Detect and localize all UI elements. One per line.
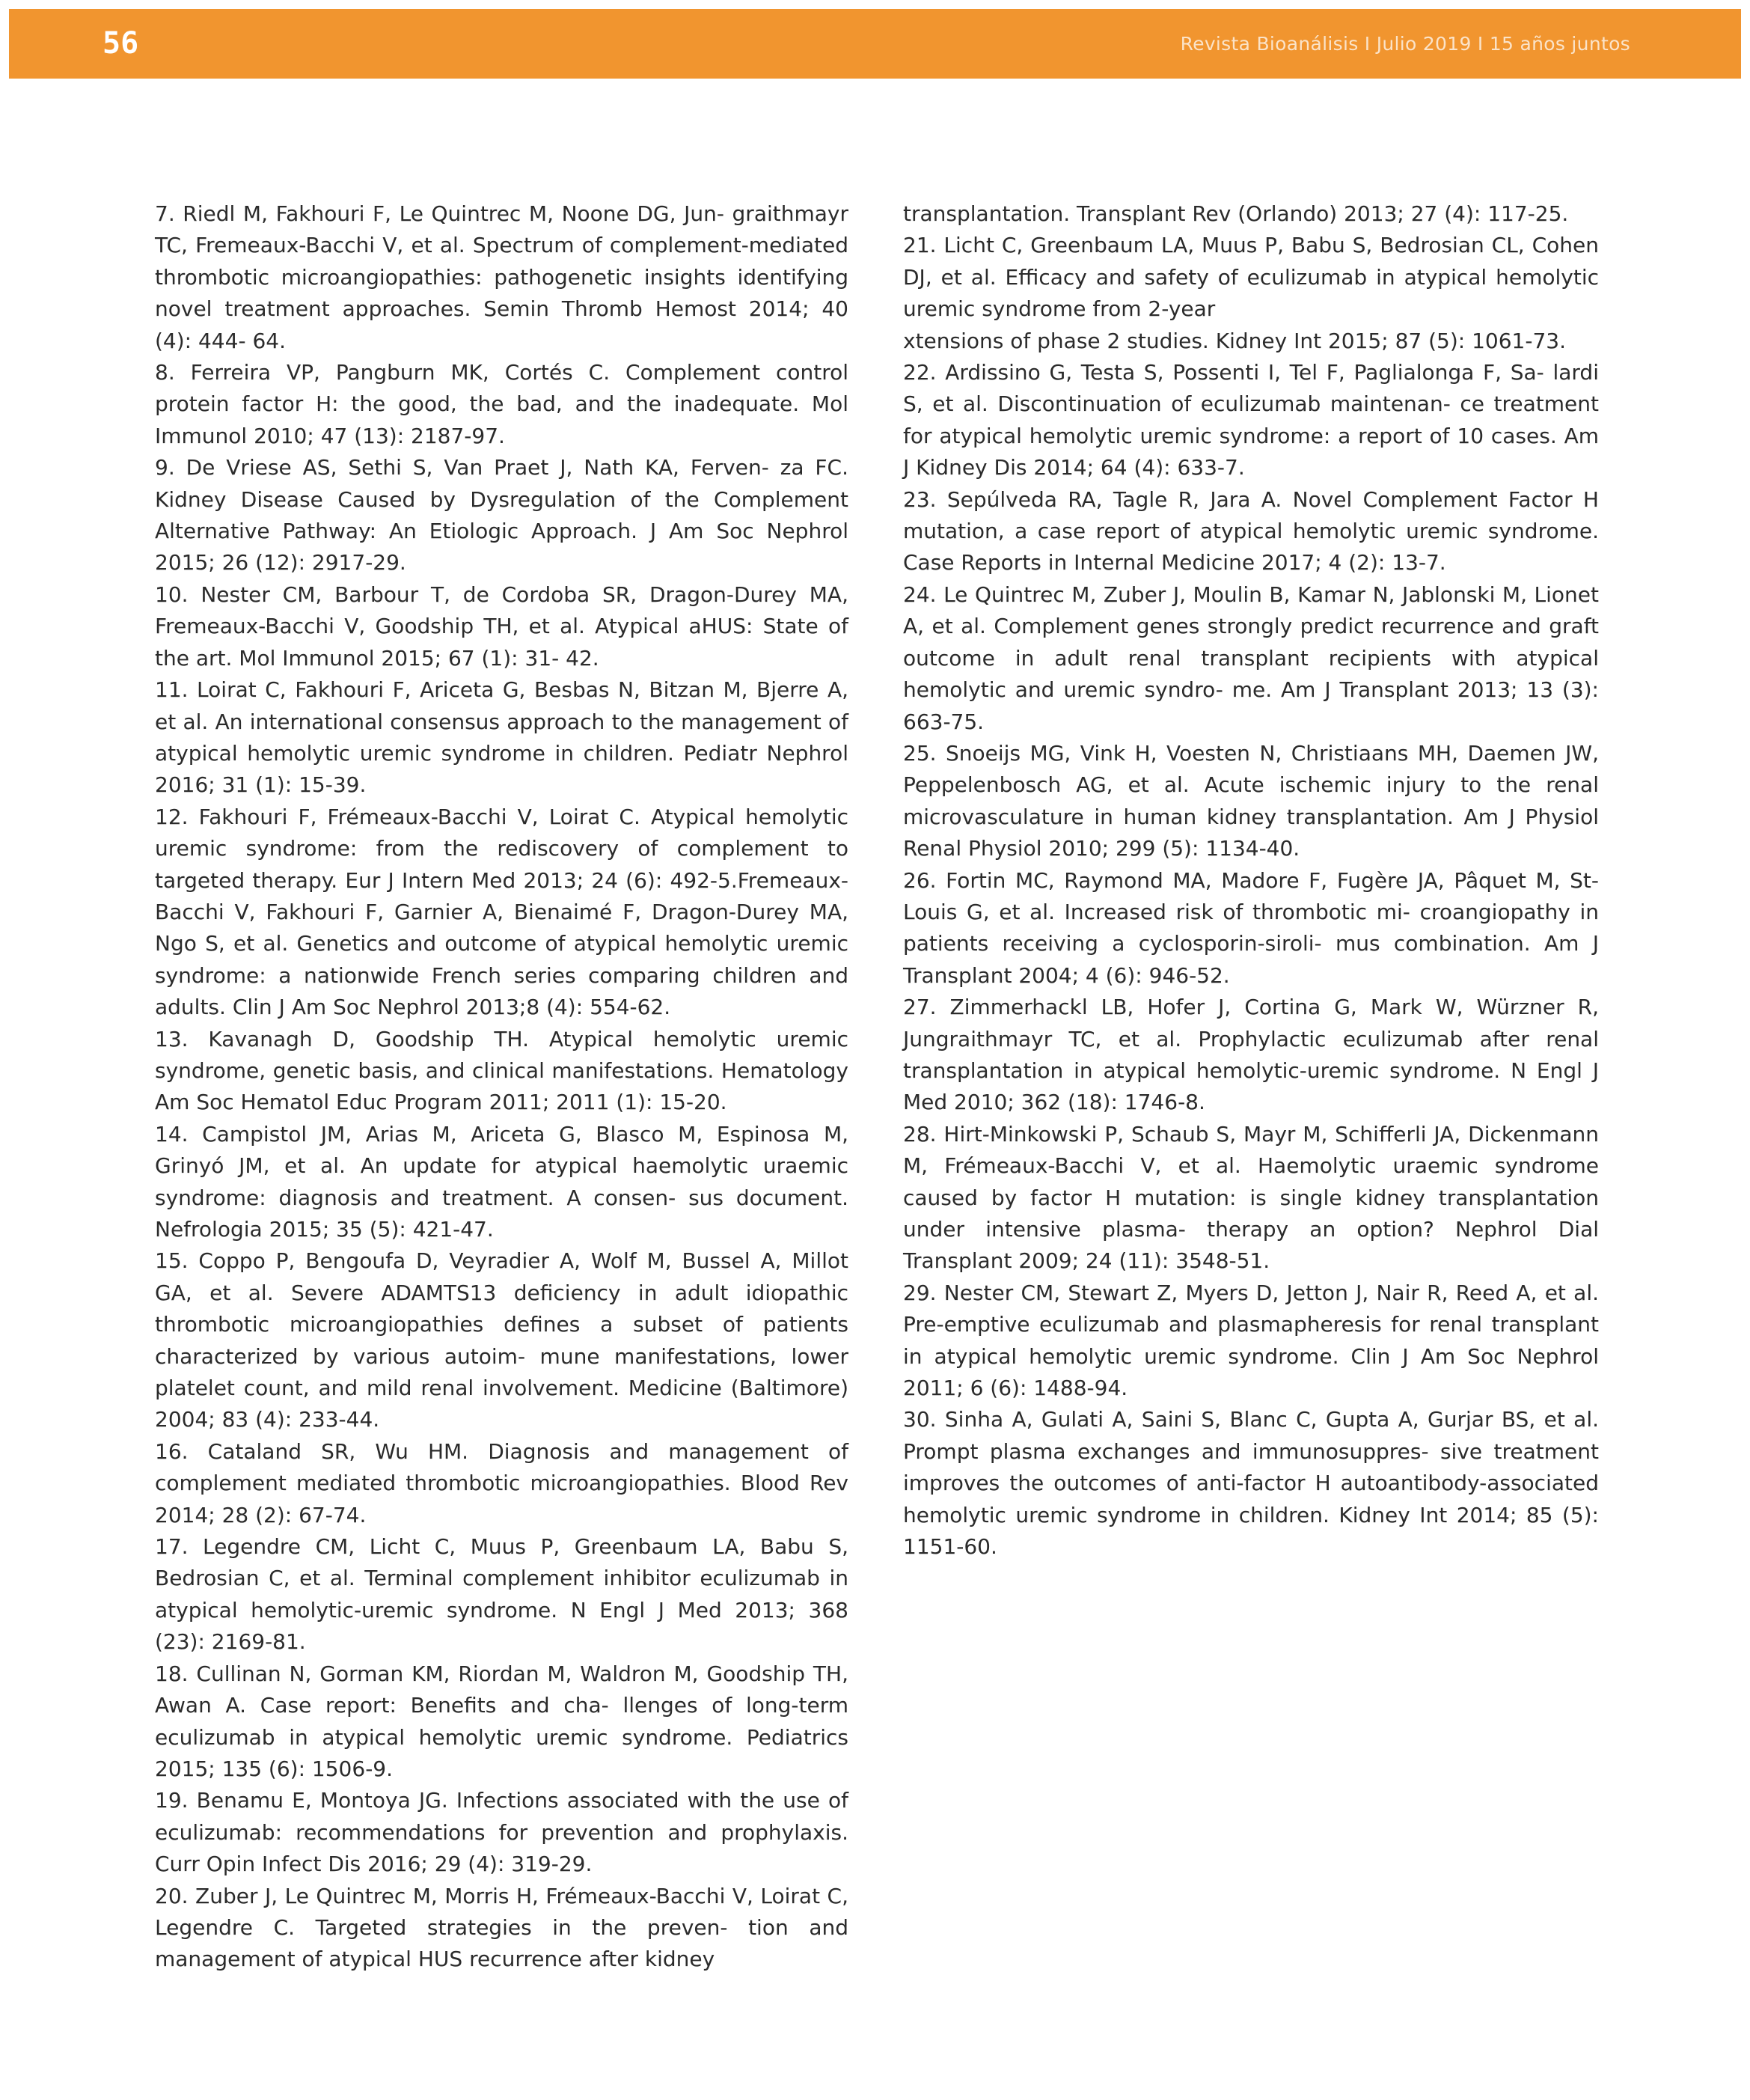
reference-item: 25. Snoeijs MG, Vink H, Voesten N, Christiaans MH, Daemen JW, Peppelenbosch AG, et al. Acute ischemic injury to the renal microvasculature in human kidney transplantation. Am J Physiol Renal Physiol 2010; 299 (5): 1134-40.: [903, 740, 1599, 861]
reference-item: 12. Fakhouri F, Frémeaux-Bacchi V, Loirat C. Atypical hemolytic uremic syndrome: from the rediscovery of complement to targeted therapy. Eur J Intern Med 2013; 24 (6): 492-5.Fremeaux-Bacchi V, Fakhouri F, Garnier A, Bienaimé F, Dragon-Durey MA, Ngo S, et al. Genetics and outcome of atypical hemolytic uremic syndrome: a nationwide French series comparing children and adults. Clin J Am Soc Nephrol 2013;8 (4): 554-62.: [155, 804, 848, 1020]
reference-item: 18. Cullinan N, Gorman KM, Riordan M, Waldron M, Goodship TH, Awan A. Case report: Benefits and cha- llenges of long-term eculizumab in atypical hemolytic uremic syndrome. Pediatrics 2015; 135 (6): 1506-9.: [155, 1661, 848, 1781]
reference-item: xtensions of phase 2 studies. Kidney Int 2015; 87 (5): 1061-73.: [903, 328, 1566, 353]
reference-item: 16. Cataland SR, Wu HM. Diagnosis and management of complement mediated thrombotic microangiopathies. Blood Rev 2014; 28 (2): 67-74.: [155, 1438, 848, 1527]
reference-item: transplantation. Transplant Rev (Orlando) 2013; 27 (4): 117-25.: [903, 201, 1569, 226]
reference-item: 10. Nester CM, Barbour T, de Cordoba SR, Dragon-Durey MA, Fremeaux-Bacchi V, Goodship TH, et al. Atypical aHUS: State of the art. Mol Immunol 2015; 67 (1): 31- 42.: [155, 582, 848, 671]
reference-item: 21. Licht C, Greenbaum LA, Muus P, Babu S, Bedrosian CL, Cohen DJ, et al. Efficacy and safety of eculizumab in atypical hemolytic uremic syndrome from 2-year: [903, 233, 1599, 322]
reference-item: 14. Campistol JM, Arias M, Ariceta G, Blasco M, Espinosa M, Grinyó JM, et al. An update for atypical haemolytic uraemic syndrome: diagnosis and treatment. A consen- sus document. Nefrologia 2015; 35 (5): 421-47.: [155, 1121, 848, 1242]
reference-item: 11. Loirat C, Fakhouri F, Ariceta G, Besbas N, Bitzan M, Bjerre A, et al. An international consensus approach to the management of atypical hemolytic uremic syndrome in children. Pediatr Nephrol 2016; 31 (1): 15-39.: [155, 677, 848, 798]
references-right-column: [903, 198, 1599, 1563]
reference-item: 23. Sepúlveda RA, Tagle R, Jara A. Novel Complement Factor H mutation, a case report of atypical hemolytic uremic syndrome. Case Reports in Internal Medicine 2017; 4 (2): 13-7.: [903, 486, 1599, 576]
reference-item: 29. Nester CM, Stewart Z, Myers D, Jetton J, Nair R, Reed A, et al. Pre-emptive eculizumab and plasmapheresis for renal transplant in atypical hemolytic uremic syndrome. Clin J Am Soc Nephrol 2011; 6 (6): 1488-94.: [903, 1280, 1599, 1401]
page-number: 56: [103, 26, 139, 61]
reference-item: 22. Ardissino G, Testa S, Possenti I, Tel F, Paglialonga F, Sa- lardi S, et al. Discontinuation of eculizumab maintenan- ce treatment for atypical hemolytic uremic syndrome: a report of 10 cases. Am J Kidney Dis 2014; 64 (4): 633-7.: [903, 360, 1599, 480]
reference-item: 13. Kavanagh D, Goodship TH. Atypical hemolytic uremic syndrome, genetic basis, and clinical manifestations. Hematology Am Soc Hematol Educ Program 2011; 2011 (1): 15-20.: [155, 1026, 848, 1115]
reference-item: 20. Zuber J, Le Quintrec M, Morris H, Frémeaux-Bacchi V, Loirat C, Legendre C. Targeted strategies in the preven- tion and management of atypical HUS recurrence after kidney: [155, 1883, 848, 1972]
references-left-column: [155, 198, 848, 1976]
reference-item: 27. Zimmerhackl LB, Hofer J, Cortina G, Mark W, Würzner R, Jungraithmayr TC, et al. Prophylactic eculizumab after renal transplantation in atypical hemolytic-uremic syndrome. N Engl J Med 2010; 362 (18): 1746-8.: [903, 995, 1599, 1115]
reference-item: 26. Fortin MC, Raymond MA, Madore F, Fugère JA, Pâquet M, St-Louis G, et al. Increased risk of thrombotic mi- croangiopathy in patients receiving a cyclosporin-siroli- mus combination. Am J Transplant 2004; 4 (6): 946-52.: [903, 867, 1599, 988]
reference-item: 15. Coppo P, Bengoufa D, Veyradier A, Wolf M, Bussel A, Millot GA, et al. Severe ADAMTS13 deficiency in adult idiopathic thrombotic microangiopathies defines a subset of patients characterized by various autoim- mune manifestations, lower platelet count, and mild renal involvement. Medicine (Baltimore) 2004; 83 (4): 233-44.: [155, 1248, 848, 1432]
reference-item: 7. Riedl M, Fakhouri F, Le Quintrec M, Noone DG, Jun- graithmayr TC, Fremeaux-Bacchi V, et al. Spectrum of complement-mediated thrombotic microangiopathies: pathogenetic insights identifying novel treatment approaches. Semin Thromb Hemost 2014; 40 (4): 444- 64.: [155, 201, 848, 353]
reference-item: 24. Le Quintrec M, Zuber J, Moulin B, Kamar N, Jablonski M, Lionet A, et al. Complement genes strongly predict recurrence and graft outcome in adult renal transplant recipients with atypical hemolytic and uremic syndro- me. Am J Transplant 2013; 13 (3): 663-75.: [903, 582, 1599, 734]
page-header-bar: [9, 9, 1741, 79]
reference-item: 8. Ferreira VP, Pangburn MK, Cortés C. Complement control protein factor H: the good, the bad, and the inadequate. Mol Immunol 2010; 47 (13): 2187-97.: [155, 360, 848, 448]
reference-item: 9. De Vriese AS, Sethi S, Van Praet J, Nath KA, Ferven- za FC. Kidney Disease Caused by Dysregulation of the Complement Alternative Pathway: An Etiologic Approach. J Am Soc Nephrol 2015; 26 (12): 2917-29.: [155, 455, 848, 576]
running-head: Revista Bioanálisis I Julio 2019 I 15 años juntos: [1180, 33, 1630, 55]
reference-item: 30. Sinha A, Gulati A, Saini S, Blanc C, Gupta A, Gurjar BS, et al. Prompt plasma exchanges and immunosuppres- sive treatment improves the outcomes of anti-factor H autoantibody-associated hemolytic uremic syndrome in children. Kidney Int 2014; 85 (5): 1151-60.: [903, 1407, 1599, 1560]
reference-item: 28. Hirt-Minkowski P, Schaub S, Mayr M, Schifferli JA, Dickenmann M, Frémeaux-Bacchi V, et al. Haemolytic uraemic syndrome caused by factor H mutation: is single kidney transplantation under intensive plasma- therapy an option? Nephrol Dial Transplant 2009; 24 (11): 3548-51.: [903, 1121, 1599, 1274]
reference-item: 17. Legendre CM, Licht C, Muus P, Greenbaum LA, Babu S, Bedrosian C, et al. Terminal complement inhibitor eculizumab in atypical hemolytic-uremic syndrome. N Engl J Med 2013; 368 (23): 2169-81.: [155, 1534, 848, 1655]
reference-item: 19. Benamu E, Montoya JG. Infections associated with the use of eculizumab: recommendations for prevention and prophylaxis. Curr Opin Infect Dis 2016; 29 (4): 319-29.: [155, 1788, 848, 1877]
